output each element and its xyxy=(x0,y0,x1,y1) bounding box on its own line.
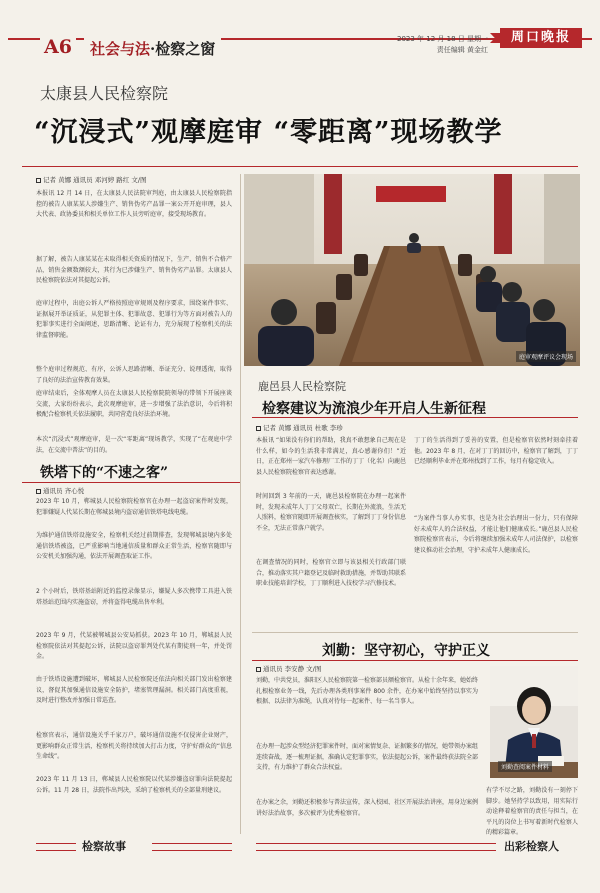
lead-headline: “沉浸式”观摩庭审 “零距离”现场教学 xyxy=(34,117,503,148)
section-title-sep: · xyxy=(150,40,156,58)
story4-byline: 通讯员 李安静 文/图 xyxy=(256,664,321,673)
story2-paragraph: 检察官表示，通信设施关乎千家万户，破坏通信设施不仅侵害企业财产，更影响群众正常生活，检察机关将持续加大打击力度，守护好群众的“信息生命线”。 xyxy=(36,732,232,761)
story3-paragraph: 丁丁的生活得到了妥善的安置，但是检察官依然时刻牵挂着他。2023 年 8 月，在对丁丁的回访中，检察官了解到，丁丁已经顺利毕业并在郑州找到了工作，每月有稳定收入。 xyxy=(414,437,578,466)
footer-tag-left: 检察故事 xyxy=(82,840,126,853)
lead-photo xyxy=(244,174,580,366)
story2-rule xyxy=(22,482,240,483)
story4-side-paragraph: 有学不尽之路，刘勤没有一刻停下脚步。她坚持学以致用，用实际行动诠释着检察官的责任与担当，在平凡的岗位上书写着新时代检察人的精彩篇章。 xyxy=(486,787,578,837)
meeting-room-photo xyxy=(244,174,580,366)
newspaper-logo: 周口晚报 xyxy=(500,28,582,48)
lead-paragraph: 本报讯 12 月 14 日，在太康县人民法院审判庭，由太康县人民检察院指控的被告人康某某人涉嫌生产、销售伪劣产品罪一案公开开庭审理，县人大代表、政协委员和相关单位工作人员旁听庭审，接受现场教育。 xyxy=(36,190,232,219)
section-title-part2: 检察之窗 xyxy=(155,40,216,58)
footer-deco-right xyxy=(256,843,496,851)
story2-paragraph: 2023 年 10 月，郸城县人民检察院检察官在办理一起盗窃案件时发现，犯罪嫌疑人代某长期在郸城县境内盗窃通信铁塔电线电缆。 xyxy=(36,498,232,516)
column-divider xyxy=(240,174,241,834)
issue-date: 2023 年 12 月 18 日 星期一 xyxy=(397,35,488,43)
section-title-part1: 社会与法 xyxy=(90,40,151,58)
section-title xyxy=(84,38,221,59)
story4-rule xyxy=(252,660,578,661)
byline-box-icon xyxy=(256,667,261,672)
story2-byline: 通讯员 齐心悦 xyxy=(36,486,84,495)
portrait-caption: 刘勤查阅案件材料 xyxy=(498,761,552,772)
story3-kicker: 鹿邑县人民检察院 xyxy=(258,380,346,393)
lead-paragraph: 据了解，被告人康某某在未取得相关资质的情况下，生产、销售不合格产品，销售金额数额较大，其行为已涉嫌生产、销售伪劣产品罪。太康县人民检察院依法对其提起公诉。 xyxy=(36,256,232,285)
story4-headline: 刘勤：坚守初心，守护正义 xyxy=(322,643,490,659)
footer-deco-left xyxy=(36,843,76,851)
byline-box-icon xyxy=(256,426,261,431)
lead-paragraph: 庭审结束后，全体观摩人员在太康县人民检察院院领导的带领下开展座谈交流，大家纷纷表示，此次观摩庭审，进一步增强了法治意识，今后将积极配合检察机关依法履职，共同营造良好法治环境。 xyxy=(36,390,232,419)
story2-paragraph: 为维护通信铁塔设施安全，检察机关经过前期排查，发现郸城县境内多处通信铁塔被盗，已严重影响当地通信质量和群众正常生活，检察官随即与公安机关加强沟通，依法开展调查取证工作。 xyxy=(36,532,232,561)
responsible-editor: 责任编辑 黄金红 xyxy=(436,46,488,54)
story4-top-rule xyxy=(252,632,578,633)
page-number: A6 xyxy=(40,36,76,58)
lead-paragraph: 庭审过程中，出庭公诉人严格按照庭审规则及程序要求，围绕案件事实、证据展开举证质证，从犯罪主体、犯罪故意、犯罪行为等方面对被告人的犯罪事实进行全面阐述，思路清晰、论证有力，充分展现了检察机关的法律监督职能。 xyxy=(36,300,232,339)
footer-tag-right: 出彩检察人 xyxy=(504,840,559,853)
byline-box-icon xyxy=(36,489,41,494)
headline-rule xyxy=(22,166,578,167)
story3-paragraph: 本报讯 “如果没有你们的帮助，我真不敢想象自己现在是什么样，如今的生活我非常满足，真心感谢你们！”近日，正在郑州一家汽车修理厂工作的丁丁（化名）向鹿邑县人民检察院检察官表达感谢。 xyxy=(256,437,407,476)
lead-photo-caption: 庭审观摩评议会现场 xyxy=(516,351,576,362)
portrait-photo xyxy=(490,666,578,778)
story3-paragraph: “为案件当事人办实事，也是为社会治理出一份力，只有保障好未成年人的合法权益，才能让他们健康成长。”鹿邑县人民检察院检察官表示，今后将继续加强未成年人司法保护，以检察建议推动社会治理，守护未成年人健康成长。 xyxy=(414,515,578,554)
story2-headline: 铁塔下的“不速之客” xyxy=(40,465,169,481)
story3-headline: 检察建议为流浪少年开启人生新征程 xyxy=(262,401,486,417)
story3-paragraph: 在调查情况的同时，检察官立即与该县相关行政部门联合，推动落实其户籍登记及临时救助措施，并帮助其联系职业技能培训学校，丁丁顺利进入技校学习汽修技术。 xyxy=(256,559,407,588)
story2-paragraph: 2 个小时后，铁塔基站附近的监控录像显示，嫌疑人多次携带工具进入铁塔基站范围内实施盗窃，并将盗得电缆出售牟利。 xyxy=(36,588,232,606)
masthead xyxy=(0,0,600,60)
story4-paragraph: 在办案之余，刘勤还积极参与普法宣传，深入校园、社区开展法治讲座，用身边案例讲好法治故事，多次被评为优秀检察官。 xyxy=(256,799,479,817)
footer-deco-left2 xyxy=(152,843,232,851)
lead-kicker: 太康县人民检察院 xyxy=(40,84,169,103)
story4-paragraph: 刘勤，中共党员，淮阳区人民检察院第一检察部员额检察官。从检十余年来，她始终扎根检察业务一线，先后办理各类刑事案件 800 余件，在办案中始终坚持以事实为根据、以法律为准绳，认真对待每一起案件、每一名当事人。 xyxy=(256,677,479,706)
story2-paragraph: 由于铁塔设施遭到破坏，郸城县人民检察院还依法向相关部门发出检察建议，督促其加强通信设施安全防护，堵塞管理漏洞。相关部门高度重视，及时进行整改并加强日常巡查。 xyxy=(36,676,232,705)
issue-date-block xyxy=(397,34,488,56)
lead-byline: 记者 黄娜 通讯员 邓河婷 路红 文/图 xyxy=(36,175,147,184)
byline-box-icon xyxy=(36,178,41,183)
lead-paragraph: 本次“沉浸式”观摩庭审，是一次“零距离”现场教学，实现了“在观庭中学法，在交流中普法”的目的。 xyxy=(36,436,232,454)
story3-rule xyxy=(252,417,578,418)
story4-paragraph: 在办理一起涉众型经济犯罪案件时，面对案情复杂、证据繁多的情况，她带领办案组连续奋战，逐一梳理证据，准确认定犯罪事实，依法提起公诉，案件最终获法院全部支持，有力维护了群众合法权益。 xyxy=(256,743,479,772)
story2-paragraph: 2023 年 11 月 13 日，郸城县人民检察院以代某涉嫌盗窃罪向法院提起公诉。11 月 28 日，法院作出判决，采纳了检察机关的全部量刑建议。 xyxy=(36,776,232,794)
story3-paragraph: 时间回到 3 年前的一天，鹿邑县检察院在办理一起案件时，发现未成年人丁丁父母双亡，长期在外流浪，生活无人照料，检察官随即开展调查核实，了解到丁丁身份信息不全，无法正常落户就学。 xyxy=(256,493,407,532)
story2-paragraph: 2023 年 9 月，代某被郸城县公安局抓获。2023 年 10 月，郸城县人民检察院依法对其提起公诉，法院以盗窃罪判处代某有期徒刑一年，并处罚金。 xyxy=(36,632,232,661)
story3-byline: 记者 黄娜 通讯员 杜歌 李珍 xyxy=(256,423,343,432)
lead-paragraph: 整个庭审过程规范、有序，公诉人思路清晰、举证充分、说理透彻，取得了良好的法治宣传教育效果。 xyxy=(36,366,232,384)
